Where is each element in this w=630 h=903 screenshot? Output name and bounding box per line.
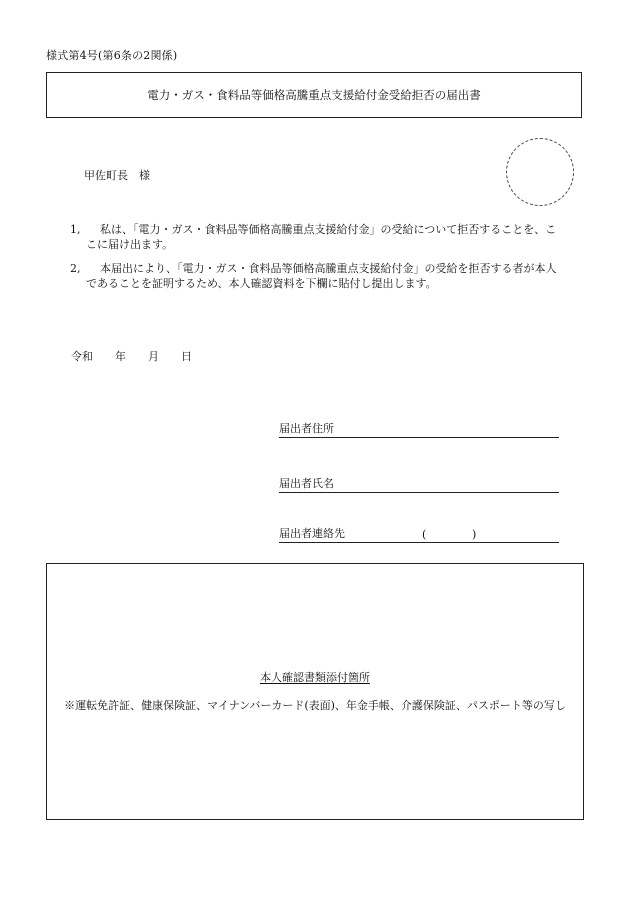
id-attachment-title: 本人確認書類添付箇所	[260, 671, 370, 684]
list-item-number: 2,	[70, 262, 81, 275]
document-title: 電力・ガス・食料品等価格高騰重点支援給付金受給拒否の届出書	[147, 88, 481, 102]
list-item	[70, 222, 570, 254]
id-document-attachment-box	[46, 563, 584, 820]
list-item	[70, 261, 570, 293]
applicant-name-field[interactable]	[279, 476, 559, 493]
id-attachment-note: ※運転免許証、健康保険証、マイナンバーカード(表面)、年金手帳、介護保険証、パスポート等の写し	[64, 699, 566, 712]
document-title-box	[46, 72, 582, 118]
date-line: 令和 年 月 日	[71, 350, 192, 363]
applicant-address-label: 届出者住所	[279, 422, 334, 435]
contact-paren-close: )	[472, 528, 477, 541]
list-item-text: 本届出により、「電力・ガス・食料品等価格高騰重点支援給付金」の受給を拒否する者が本人であることを証明するため、本人確認資料を下欄に貼付し提出します。	[86, 262, 557, 290]
contact-paren-open: (	[422, 528, 427, 541]
seal-stamp-area	[506, 138, 574, 206]
list-item-text: 私は、「電力・ガス・食料品等価格高騰重点支援給付金」の受給について拒否することを、ここに届け出ます。	[86, 223, 557, 251]
addressee: 甲佐町長 様	[84, 169, 150, 182]
form-number: 様式第4号(第6条の2関係)	[46, 49, 178, 62]
applicant-contact-label: 届出者連絡先	[279, 527, 345, 540]
applicant-contact-field[interactable]	[279, 526, 559, 543]
id-attachment-title-row	[47, 669, 583, 685]
applicant-address-field[interactable]	[279, 421, 559, 438]
applicant-name-label: 届出者氏名	[279, 477, 334, 490]
list-item-number: 1,	[70, 223, 81, 236]
